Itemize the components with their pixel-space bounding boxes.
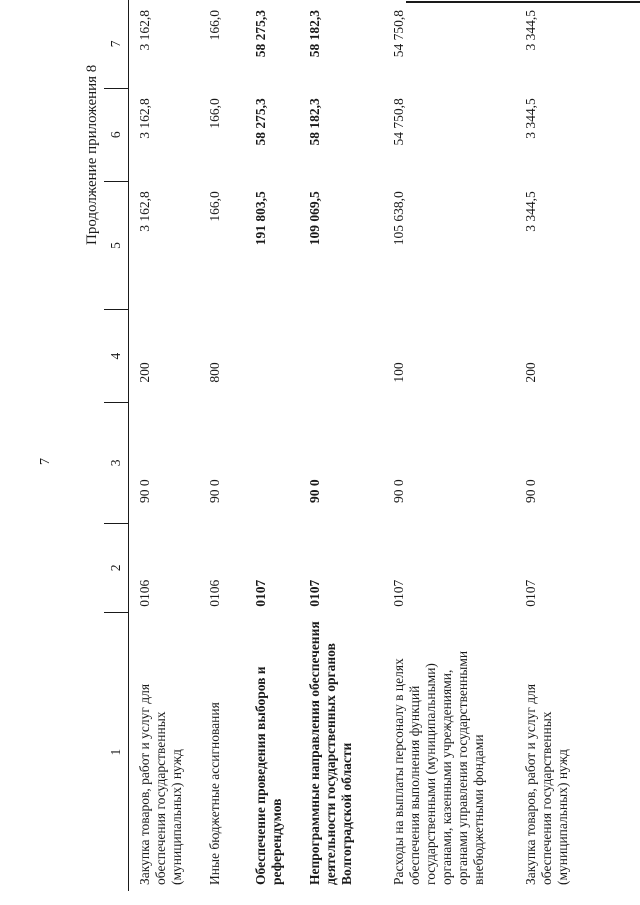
row-sum3: 3 162,8 bbox=[137, 10, 152, 51]
column-header-6: 6 bbox=[104, 88, 129, 181]
row-sum2: 3 344,5 bbox=[523, 98, 538, 139]
row-sum3: 54 750,8 bbox=[391, 10, 406, 58]
table-header bbox=[104, 0, 129, 891]
table-row bbox=[245, 0, 299, 891]
column-header-1: 1 bbox=[104, 613, 129, 891]
row-sum2: 54 750,8 bbox=[391, 98, 406, 146]
column-header-2: 2 bbox=[104, 523, 129, 613]
row-sum1: 109 069,5 bbox=[307, 191, 322, 246]
row-target bbox=[245, 403, 299, 523]
row-sum1: 191 803,5 bbox=[253, 191, 268, 246]
row-section: 0106 bbox=[207, 579, 222, 607]
row-name: Закупка товаров, работ и услуг для обеспечения государственных (муниципальных) нужд bbox=[523, 683, 570, 885]
row-sum1: 105 638,0 bbox=[391, 191, 406, 246]
row-sum2: 58 182,3 bbox=[307, 98, 322, 146]
row-target: 90 0 bbox=[307, 479, 322, 504]
table-row bbox=[383, 0, 515, 891]
row-section: 0107 bbox=[253, 579, 268, 607]
row-section: 0107 bbox=[523, 579, 538, 607]
row-sum3: 166,0 bbox=[207, 10, 222, 41]
appendix-caption: Продолжение приложения 8 bbox=[84, 64, 100, 245]
row-section: 0107 bbox=[307, 579, 322, 607]
table-row bbox=[129, 0, 200, 891]
row-target: 90 0 bbox=[523, 479, 538, 504]
column-header-3: 3 bbox=[104, 403, 129, 523]
row-name: Иные бюджетные ассигнования bbox=[207, 702, 222, 885]
row-target: 90 0 bbox=[207, 479, 222, 504]
row-name: Обеспечение проведения выборов и референдумов bbox=[253, 666, 284, 885]
column-header-5: 5 bbox=[104, 181, 129, 309]
row-expense-type: 800 bbox=[207, 362, 222, 383]
row-sum1: 3 162,8 bbox=[137, 191, 152, 232]
row-name: Закупка товаров, работ и услуг для обеспечения государственных (муниципальных) нужд bbox=[137, 683, 184, 885]
table-row bbox=[515, 0, 583, 891]
table-row bbox=[299, 0, 383, 891]
row-sum1: 166,0 bbox=[207, 191, 222, 222]
row-sum3: 3 344,5 bbox=[523, 10, 538, 51]
row-sum2: 166,0 bbox=[207, 98, 222, 129]
row-expense-type: 200 bbox=[137, 362, 152, 383]
row-target: 90 0 bbox=[137, 479, 152, 504]
row-sum2: 58 275,3 bbox=[253, 98, 268, 146]
column-header-4: 4 bbox=[104, 310, 129, 403]
row-sum3: 58 182,3 bbox=[307, 10, 322, 58]
table-row bbox=[199, 0, 245, 891]
row-expense-type bbox=[245, 310, 299, 403]
row-name: Непрограммные направления обеспечения деятельности государственных органов Волгоградской области bbox=[307, 621, 354, 885]
row-section: 0107 bbox=[391, 579, 406, 607]
row-section: 0106 bbox=[137, 579, 152, 607]
row-target: 90 0 bbox=[391, 479, 406, 504]
row-sum2: 3 162,8 bbox=[137, 98, 152, 139]
column-header-7: 7 bbox=[104, 0, 129, 88]
row-expense-type: 200 bbox=[523, 362, 538, 383]
table-body bbox=[129, 0, 584, 891]
row-sum3: 58 275,3 bbox=[253, 10, 268, 58]
row-name: Расходы на выплаты персоналу в целях обеспечения выполнения функций государственными (муниципальными) органами, казенными учреждениями, органами управления государственными внебюджетными фондами bbox=[391, 650, 486, 885]
row-expense-type: 100 bbox=[391, 362, 406, 383]
row-sum1: 3 344,5 bbox=[523, 191, 538, 232]
row-expense-type bbox=[299, 310, 383, 403]
page-number: 7 bbox=[38, 458, 53, 465]
budget-table bbox=[104, 0, 583, 891]
